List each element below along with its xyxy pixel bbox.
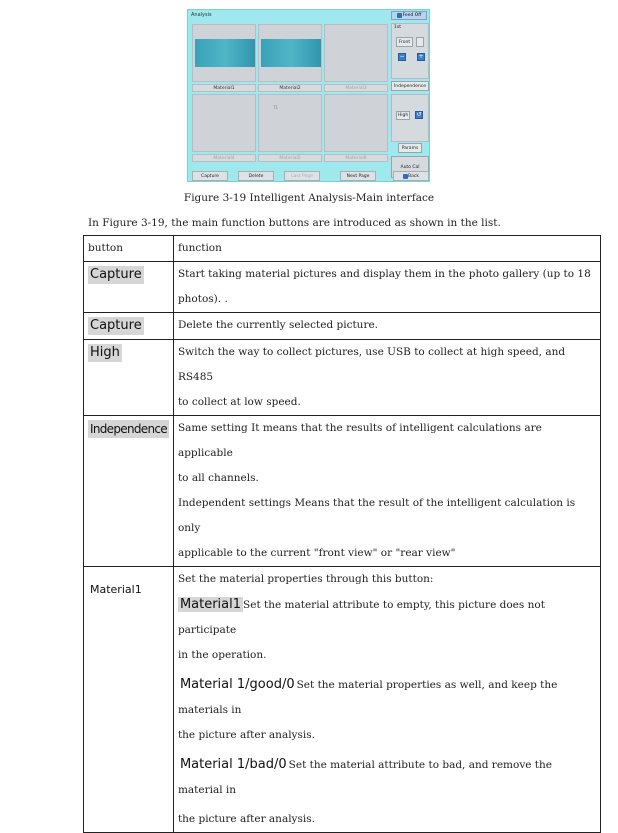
row-text: Set the material attribute to empty, this picture does not participate [177, 599, 545, 636]
row-text: to collect at low speed. [177, 396, 301, 408]
table-header-row [84, 236, 601, 262]
header-button: button [84, 236, 174, 262]
header-function: function [173, 236, 600, 262]
tile-number: T1 [273, 105, 278, 110]
figure-caption: Figure 3-19 Intelligent Analysis-Main interface [183, 192, 435, 204]
capture-label: Capture [90, 267, 142, 282]
independence-label: Independence [90, 422, 167, 436]
high-label: High [90, 345, 120, 360]
back-label: Back [408, 173, 419, 179]
table-row [84, 313, 601, 340]
last-page-button[interactable]: Last Page [284, 171, 320, 181]
table-row [84, 567, 601, 833]
material-label-4[interactable]: Material4 [192, 154, 256, 162]
photo-tile-6[interactable] [324, 94, 388, 152]
next-page-button[interactable]: Next Page [340, 171, 376, 181]
table-row [84, 340, 601, 416]
material1-good-option: Material 1/good/0 [179, 677, 295, 692]
photo-tile-5[interactable] [258, 94, 322, 152]
intro-text: In Figure 3-19, the main function buttons are introduced as shown in the list. [88, 217, 501, 229]
table-row [84, 416, 601, 567]
checkbox-icon [397, 13, 402, 18]
row-text: Start taking material pictures and display them in the photo gallery (up to 18 [177, 268, 591, 280]
row-text: Independent settings Means that the result of the intelligent calculation is only [177, 497, 576, 534]
delete-button[interactable]: Delete [238, 171, 274, 181]
channel-box [391, 23, 429, 79]
material1-label: Material1 [90, 583, 142, 596]
photo-tile-3[interactable] [324, 24, 388, 82]
row-text: photos). . [177, 293, 228, 305]
photo-tile-4[interactable] [192, 94, 256, 152]
front-button[interactable]: Front [396, 37, 413, 47]
capture-button[interactable]: Capture [192, 171, 228, 181]
back-button[interactable] [393, 171, 429, 181]
material1-bad-option: Material 1/bad/0 [179, 757, 287, 772]
material-label-5[interactable]: Material5 [258, 154, 322, 162]
first-label: 1st [394, 25, 401, 30]
high-button[interactable]: High [397, 113, 409, 118]
row-text: Same setting It means that the results of intelligent calculations are applicable [177, 422, 542, 459]
minus-button[interactable]: − [399, 53, 405, 60]
row-text: the picture after analysis. [177, 813, 315, 825]
screen-title: Analysis [191, 12, 212, 18]
row-text: to all channels. [177, 472, 259, 484]
material-label-1[interactable]: Material1 [192, 84, 256, 92]
feed-off-label: Feed Off [402, 13, 422, 18]
auto-cal-button[interactable]: Auto Cal [391, 156, 429, 178]
material-label-6[interactable]: Material6 [324, 154, 388, 162]
material-photo [195, 39, 255, 67]
material-label-2[interactable]: Material2 [258, 84, 322, 92]
row-text: Set the material properties as well, and keep the materials in [177, 679, 558, 716]
row-text: in the operation. [177, 649, 267, 661]
view-selector[interactable] [416, 37, 424, 47]
feed-off-button[interactable] [391, 11, 427, 20]
row-text: applicable to the current "front view" or "rear view" [177, 547, 456, 559]
photo-tile-2[interactable] [258, 24, 322, 82]
table-row [84, 262, 601, 313]
row-text: Switch the way to collect pictures, use USB to collect at high speed, and RS485 [177, 346, 566, 383]
row-text: the picture after analysis. [177, 729, 315, 741]
photo-tile-1[interactable] [192, 24, 256, 82]
material-label-3[interactable]: Material3 [324, 84, 388, 92]
row-text: Set the material attribute to bad, and remove the material in [177, 759, 552, 796]
row-text: Delete the currently selected picture. [177, 319, 379, 331]
params-button[interactable]: Params [398, 143, 422, 153]
photo-gallery [192, 24, 388, 166]
independence-button[interactable]: Independence [391, 81, 429, 91]
material-photo [261, 39, 321, 67]
analysis-screenshot [187, 9, 430, 182]
function-table [83, 235, 601, 833]
capture-label: Capture [90, 318, 142, 333]
speed-box [391, 94, 429, 142]
refresh-icon[interactable]: ↺ [416, 111, 422, 118]
row-text: Set the material properties through this button: [177, 573, 434, 585]
plus-button[interactable]: + [418, 53, 424, 60]
material1-option: Material1 [179, 597, 242, 612]
bottom-toolbar [192, 171, 430, 181]
